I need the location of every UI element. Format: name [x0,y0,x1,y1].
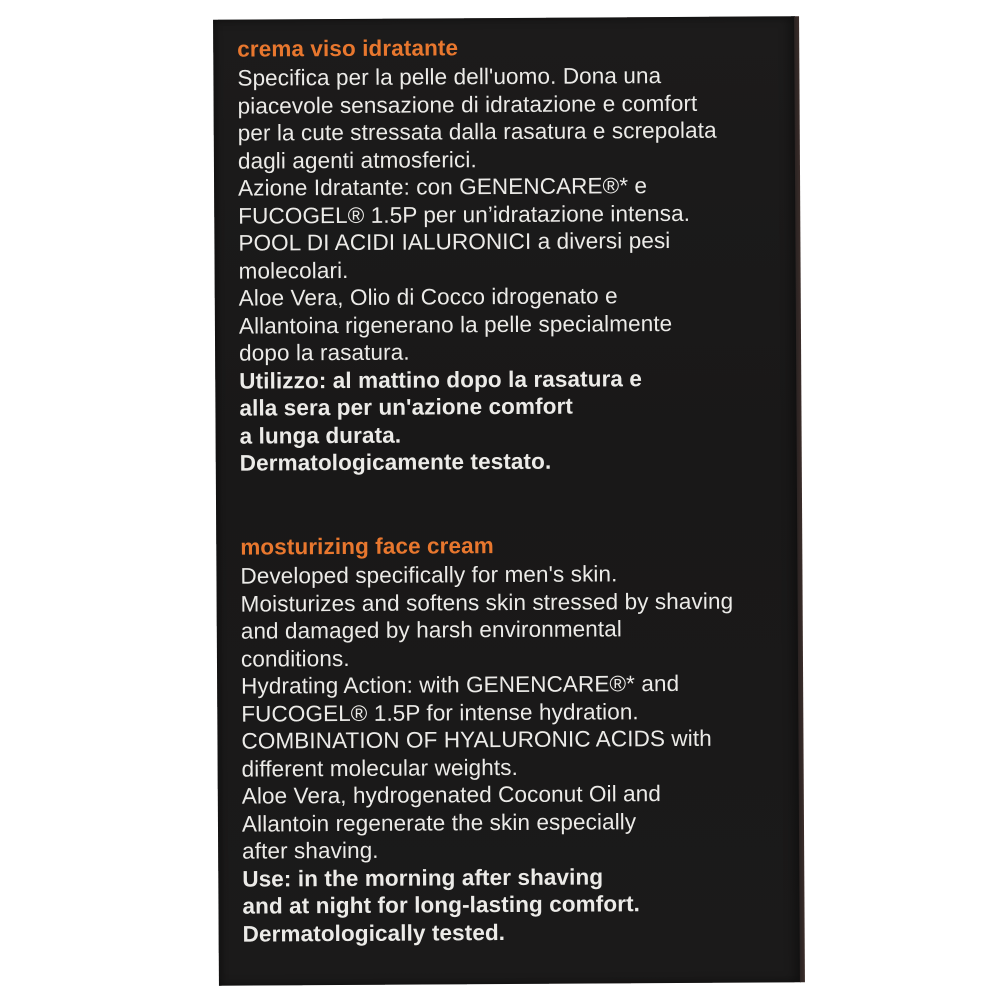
english-body-line: Moisturizes and softens skin stressed by shaving [240,588,734,617]
english-body-line: conditions. [240,645,350,672]
italian-body-line: Azione Idratante: con GENENCARE®* e [238,173,648,201]
english-tested-line: Dermatologically tested. [242,919,506,947]
english-body-line: Aloe Vera, hydrogenated Coconut Oil and [241,781,662,809]
package-edge [794,16,805,982]
english-body-line: different molecular weights. [241,754,518,782]
italian-body-line: molecolari. [238,257,349,284]
italian-body-line: dopo la rasatura. [239,339,410,366]
italian-body-line: Specifica per la pelle dell'uomo. Dona una [237,63,662,91]
italian-body-line: per la cute stressata dalla rasatura e screpolata [237,117,717,146]
italian-usage-line: alla sera per un'azione comfort [239,393,574,421]
english-body-line: FUCOGEL® 1.5P for intense hydration. [241,698,639,727]
english-body-line: Allantoin regenerate the skin especially [241,808,637,837]
italian-body-line: POOL DI ACIDI IALURONICI a diversi pesi [238,227,671,256]
italian-body-line: dagli agenti atmosferici. [237,146,477,174]
italian-description [237,31,790,477]
italian-usage-line: Utilizzo: al mattino dopo la rasatura e [239,365,643,394]
english-body-line: after shaving. [242,837,379,864]
italian-usage-line: a lunga durata. [239,422,402,449]
italian-tested-line: Dermatologicamente testato. [239,448,552,476]
package-back-panel [213,16,801,986]
english-usage-line: and at night for long-lasting comfort. [242,891,641,919]
english-heading: mosturizing face cream [240,533,494,560]
english-description [240,529,793,947]
english-body-line: COMBINATION OF HYALURONIC ACIDS with [241,725,712,754]
italian-body-line: Allantoina rigenerano la pelle specialmente [238,310,673,339]
english-body-line: and damaged by harsh environmental [240,616,623,644]
italian-body-line: piacevole sensazione di idratazione e comfort [237,90,698,119]
english-body-line: Developed specifically for men's skin. [240,561,618,589]
english-body-line: Hydrating Action: with GENENCARE®* and [241,670,680,699]
english-usage-line: Use: in the morning after shaving [242,863,604,892]
italian-heading: crema viso idratante [237,35,459,62]
italian-body-line: Aloe Vera, Olio di Cocco idrogenato e [238,283,618,311]
italian-body-line: FUCOGEL® 1.5P per un’idratazione intensa. [238,200,691,229]
